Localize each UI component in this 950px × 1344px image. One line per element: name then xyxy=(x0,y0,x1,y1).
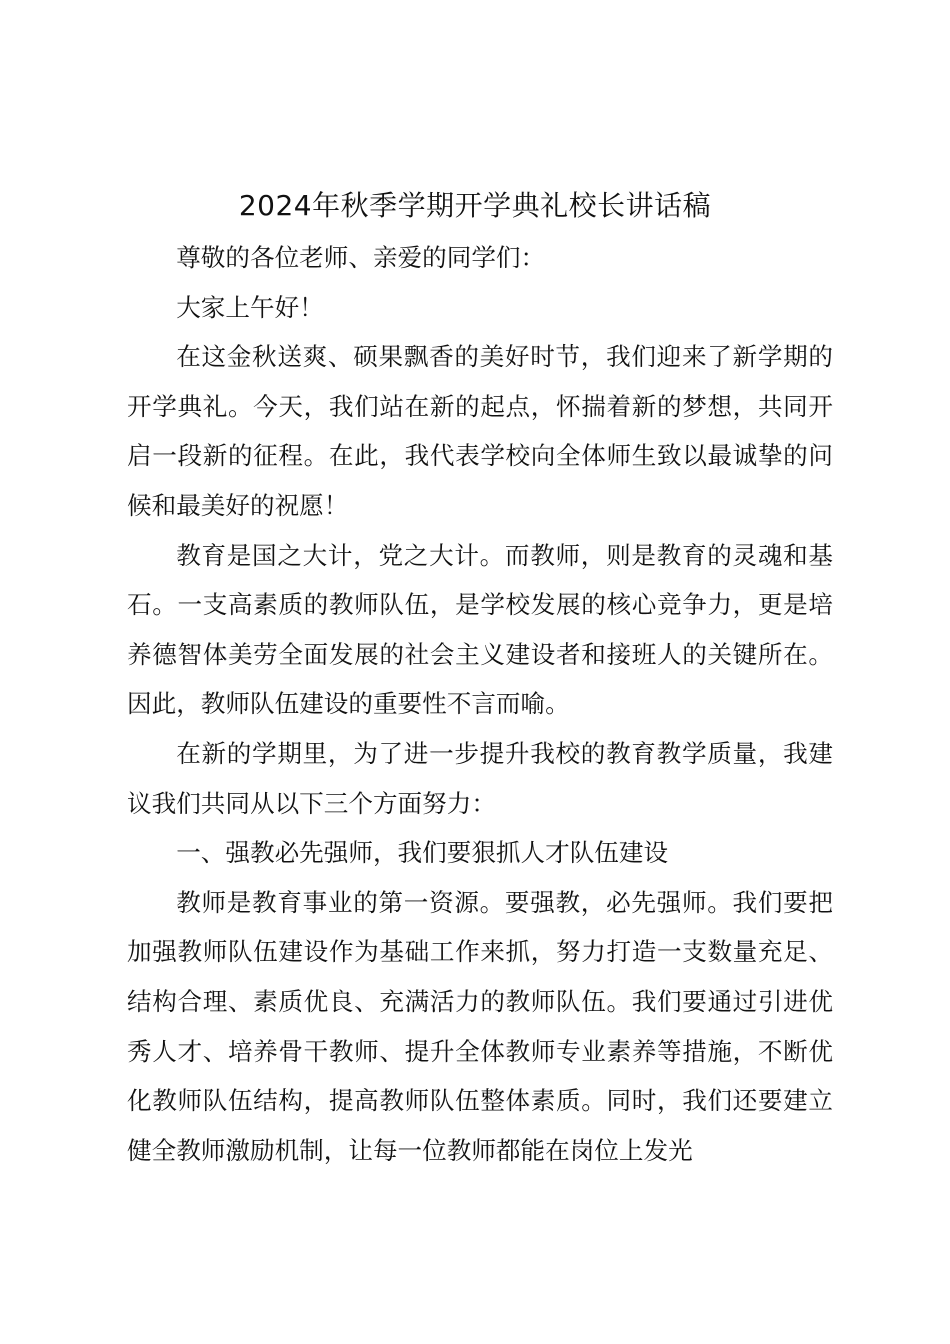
body-paragraph: 教师是教育事业的第一资源。要强教，必先强师。我们要把加强教师队伍建设作为基础工作来抓，努力打造一支数量充足、结构合理、素质优良、充满活力的教师队伍。我们要通过引进优秀人才、培养骨干教师、提升全体教师专业素养等措施，不断优化教师队伍结构，提高教师队伍整体素质。同时，我们还要建立健全教师激励机制，让每一位教师都能在岗位上发光 xyxy=(127,887,833,1165)
body-paragraph: 在新的学期里，为了进一步提升我校的教育教学质量，我建议我们共同从以下三个方面努力： xyxy=(127,738,833,818)
section-heading: 一、强教必先强师，我们要狠抓人才队伍建设 xyxy=(176,838,669,868)
document-title: 2024年秋季学期开学典礼校长讲话稿 xyxy=(238,189,712,222)
body-paragraph: 教育是国之大计，党之大计。而教师，则是教育的灵魂和基石。一支高素质的教师队伍，是学校发展的核心竞争力，更是培养德智体美劳全面发展的社会主义建设者和接班人的关键所在。因此，教师队伍建设的重要性不言而喻。 xyxy=(127,540,833,719)
salutation-paragraph: 尊敬的各位老师、亲爱的同学们： xyxy=(176,243,546,272)
document-body xyxy=(127,233,833,1175)
greeting-paragraph: 大家上午好！ xyxy=(176,292,324,322)
body-paragraph: 在这金秋送爽、硕果飘香的美好时节，我们迎来了新学期的开学典礼。今天，我们站在新的起点，怀揣着新的梦想，共同开启一段新的征程。在此，我代表学校向全体师生致以最诚挚的问候和最美好的祝愿！ xyxy=(127,342,833,520)
